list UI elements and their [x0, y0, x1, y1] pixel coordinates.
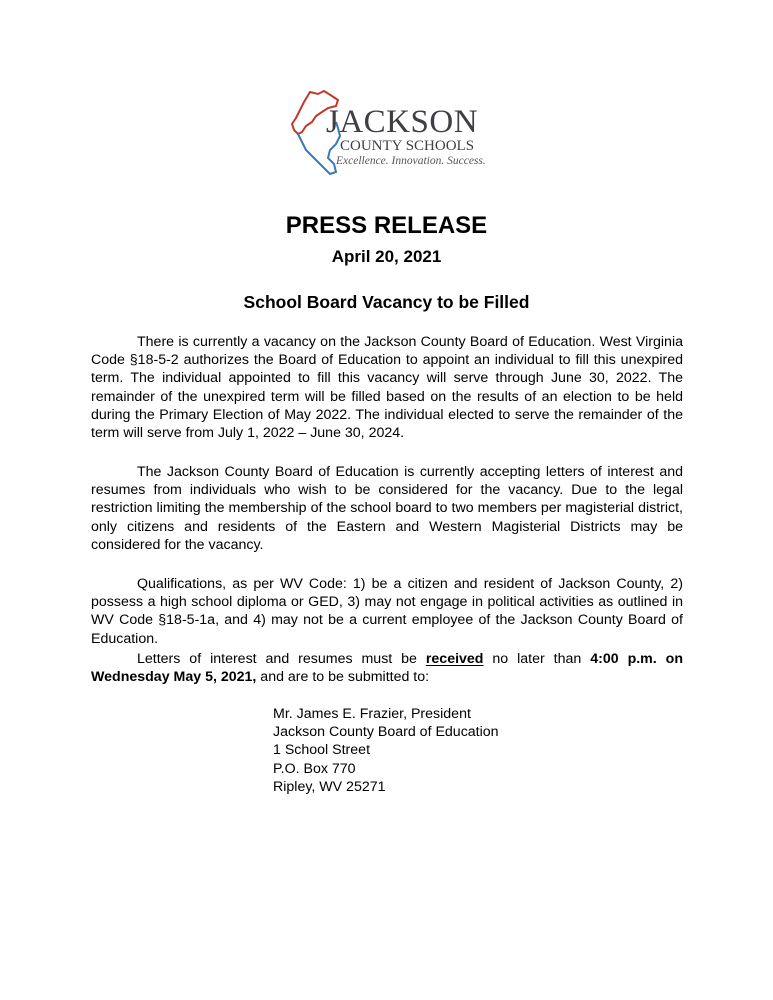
page-title: PRESS RELEASE — [285, 212, 488, 239]
deadline-date: 4:00 p.m. on Wednesday May 5, 2021, — [91, 651, 684, 686]
paragraph-qualifications — [91, 575, 683, 648]
paragraph-applications-text: The Jackson County Board of Education is currently accepting letters of interest and resumes from individuals who wish to be considered for the vacancy. Due to the legal restriction limiting the membership of the school board to two members per magisterial district, only citizens and residents of the Eastern and Western Magisterial Districts may be considered for the vacancy. — [91, 464, 683, 553]
paragraph-vacancy — [91, 333, 683, 442]
address-line: Mr. James E. Frazier, President — [273, 706, 471, 722]
release-subtitle: School Board Vacancy to be Filled — [243, 292, 530, 312]
address-line: P.O. Box 770 — [273, 760, 356, 777]
release-date: April 20, 2021 — [331, 247, 442, 266]
jackson-county-schools-logo — [288, 88, 488, 180]
address-line: 1 School Street — [273, 742, 371, 759]
logo-tagline: Excellence. Innovation. Success. — [336, 155, 486, 167]
paragraph-applications — [91, 463, 683, 554]
address-line: Jackson County Board of Education — [273, 724, 499, 741]
paragraph-deadline — [91, 650, 683, 686]
deadline-post-text: and are to be submitted to: — [256, 669, 430, 686]
mailing-address — [273, 705, 499, 796]
deadline-pre-text: Letters of interest and resumes must be — [137, 651, 426, 667]
paragraph-vacancy-text: There is currently a vacancy on the Jackson County Board of Education. West Virginia Code §18-5-2 authorizes the Board of Education to appoint an individual to fill this unexpired term. The individual appointed to fill this vacancy will serve through June 30, 2022. The remainder of the unexpired term will be filled based on the results of an election to be held during the Primary Election of May 2022. The individual elected to serve the remainder of the term will serve from July 1, 2022 – June 30, 2024. — [91, 334, 683, 442]
logo-name-sub: COUNTY SCHOOLS — [340, 138, 475, 154]
received-emphasis: received — [425, 651, 484, 667]
logo-name-big: JACKSON — [326, 104, 479, 140]
address-line: Ripley, WV 25271 — [273, 778, 386, 795]
deadline-mid-text: no later than — [483, 651, 591, 667]
paragraph-qualifications-text: Qualifications, as per WV Code: 1) be a citizen and resident of Jackson County, 2) possess a high school diploma or GED, 3) may not engage in political activities as outlined in WV Code §18-5-1a, and 4) may not be a current employee of the Jackson County Board of Education. — [91, 576, 683, 647]
